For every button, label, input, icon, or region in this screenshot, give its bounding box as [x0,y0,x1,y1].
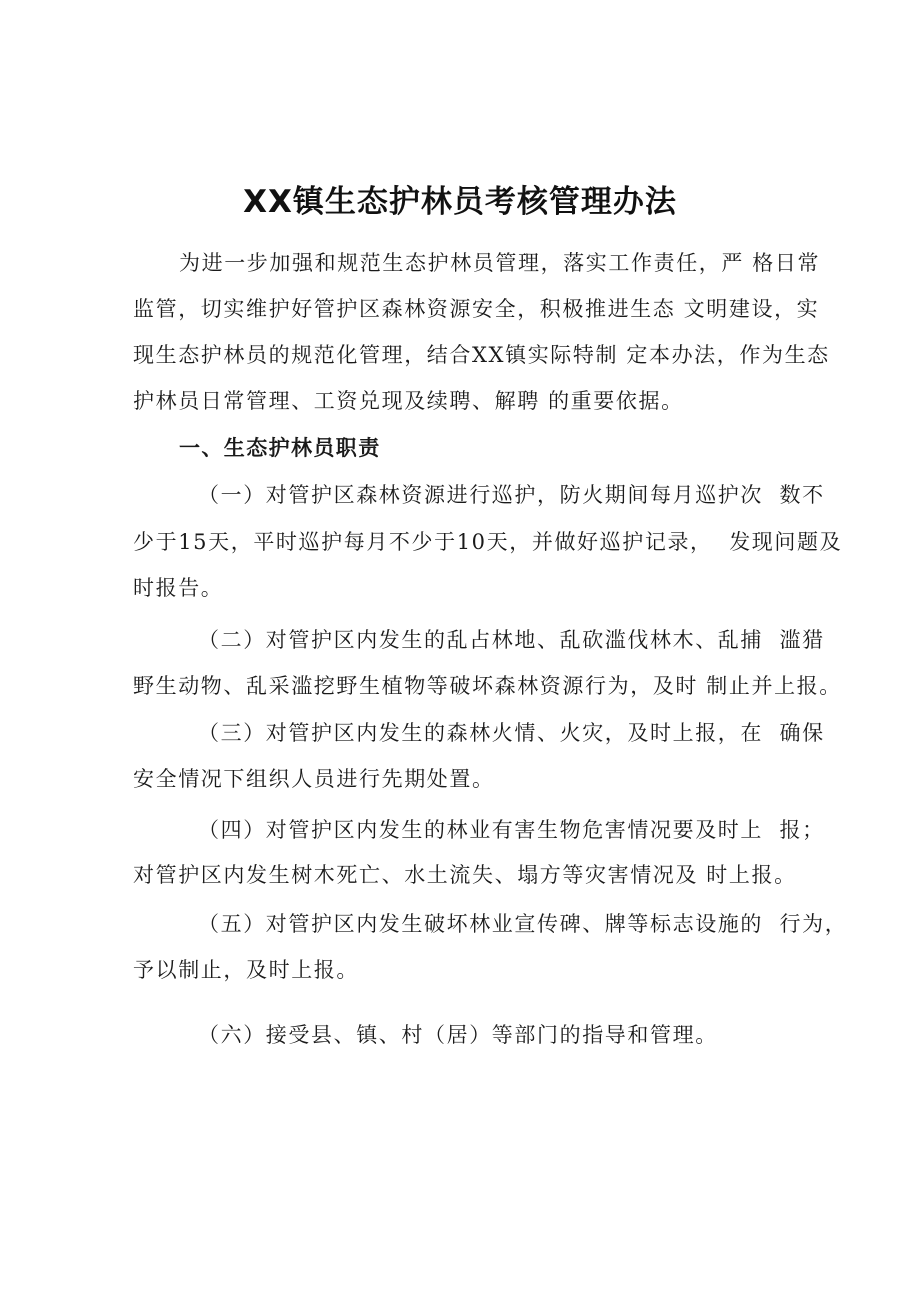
item-line: （六）接受县、镇、村（居）等部门的指导和管理。 [198,1023,718,1047]
item-line: （四）对管护区内发生的林业有害生物危害情况要及时上 报； [198,818,825,842]
intro-line: 为进一步加强和规范生态护林员管理，落实工作责任，严 格日常 [179,251,821,275]
document-title: XX镇生态护林员考核管理办法 [243,184,677,220]
item-line: 对管护区内发生树木死亡、水土流失、塌方等灾害情况及 时上报。 [133,863,797,887]
item-line: 安全情况下组织人员进行先期处置。 [133,767,495,791]
section-heading: 一、生态护林员职责 [179,436,381,460]
item-line: 时报告。 [133,576,224,600]
item-line: （二）对管护区内发生的乱占林地、乱砍滥伐林木、乱捕 滥猎 [198,628,825,652]
item-line: （三）对管护区内发生的森林火情、火灾，及时上报，在 确保 [198,721,825,745]
item-line: 予以制止，及时上报。 [133,958,359,982]
intro-line: 监管，切实维护好管护区森林资源安全，积极推进生态 文明建设，实 [133,297,820,321]
item-line: （一）对管护区森林资源进行巡护，防火期间每月巡护次 数不 [198,483,825,507]
intro-line: 护林员日常管理、工资兑现及续聘、解聘 的重要依据。 [133,389,684,413]
item-line: 少于15天，平时巡护每月不少于10天，并做好巡护记录， 发现问题及 [133,530,843,554]
item-line: （五）对管护区内发生破坏林业宣传碑、牌等标志设施的 行为， [198,912,848,936]
item-line: 野生动物、乱采滥挖野生植物等破坏森林资源行为，及时 制止并上报。 [133,674,842,698]
intro-line: 现生态护林员的规范化管理，结合XX镇实际特制 定本办法，作为生态 [133,343,830,367]
